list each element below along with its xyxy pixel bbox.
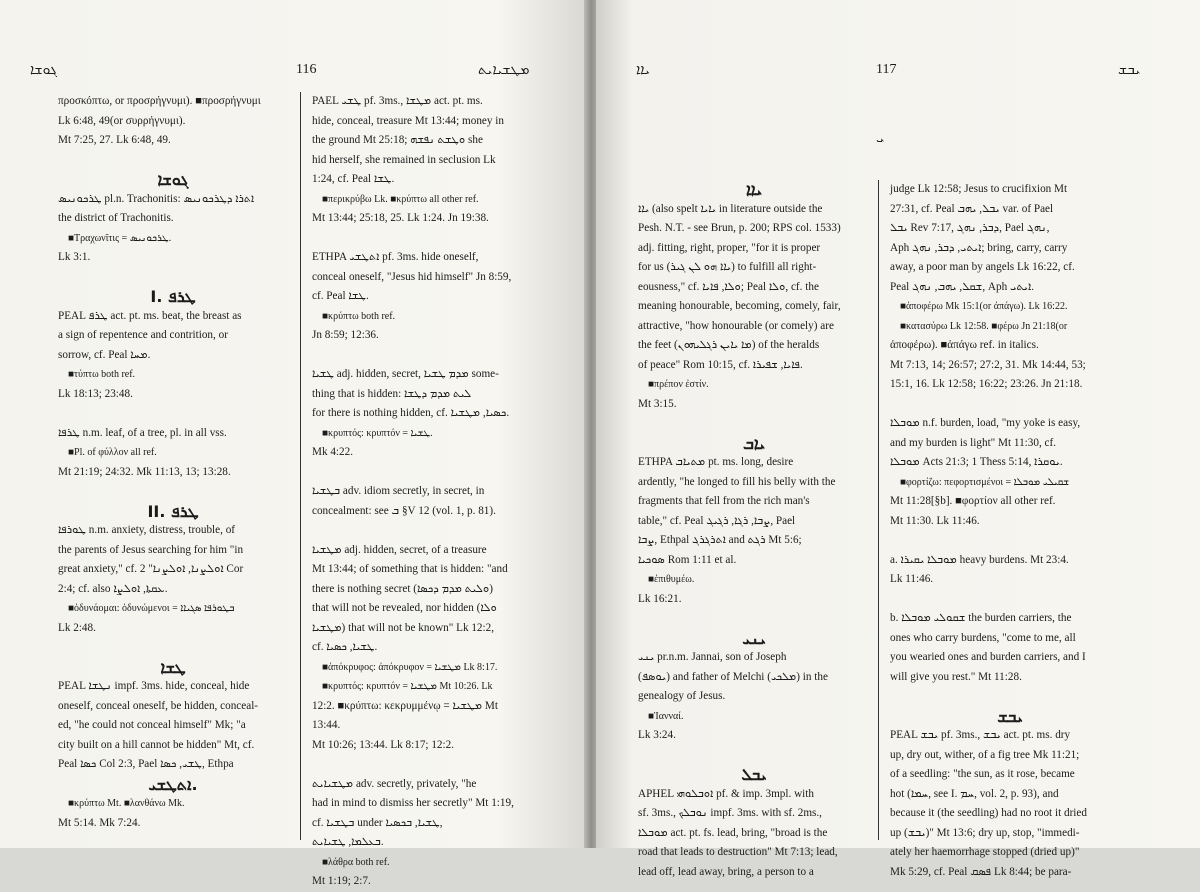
entry-line: Pesh. N.T. - see Brun, p. 200; RPS col. 1533)	[638, 222, 841, 234]
entry-line: the district of Trachonitis.	[58, 212, 174, 224]
entry-line: Mk 4:22.	[312, 446, 354, 458]
entry-line: concealment: see ܒ §V 12 (vol. 1, p. 81).	[312, 504, 496, 517]
greek-equivalent: ■τύπτω both ref.	[68, 369, 136, 380]
spacer	[312, 463, 548, 483]
entry-line: a. ܡܘܒܠܐ ܝܩܝܪܐ heavy burdens. Mt 23:4.	[890, 553, 1069, 566]
entry-line: ܣܘܟܝܐ Rom 1:11 et al.	[638, 553, 737, 566]
entry-line: of a seedling: "the sun, as it rose, became	[890, 768, 1075, 780]
entry-line: you wearied ones and burden carriers, and I	[890, 651, 1086, 663]
entry-line: PEAL ܢܛܫܐ impf. 3ms. hide, conceal, hide	[58, 680, 250, 692]
entry-line: ܡܘܒܠܐ n.f. burden, load, "my yoke is easy,	[890, 417, 1081, 429]
entry-line: and my burden is light" Mt 11:30, cf.	[890, 436, 1057, 449]
entry-line: ܡܛܫܝܐ adj. hidden, secret, of a treasure	[312, 543, 487, 556]
greek-equivalent: ■κατασύρω Lk 12:58. ■φέρω Jn 21:18(or	[900, 320, 1068, 332]
entry-line: ETHPA ܐܬܛܫܝ pf. 3ms. hide oneself,	[312, 251, 479, 263]
entry-line: Lk 3:1.	[58, 251, 91, 263]
entry-line: for us (ܝܐܐ ܗܘ ܠܢ ܓܝܪ) to fulfill all right-	[638, 261, 817, 273]
entry-line: PEAL ܛܪܦ act. pt. ms. beat, the breast as	[58, 309, 242, 322]
spacer	[312, 521, 548, 541]
entry-line: lead off, lead away, bring, a person to a	[638, 865, 814, 878]
entry-line: 12:2. ■κρύπτω: κεκρυμμένῳ = ܡܛܫܝܐ Mt	[312, 699, 498, 712]
entry-line: ones who carry burdens, "come to me, all	[890, 631, 1076, 644]
root-heading: ܛܫܐ	[160, 657, 186, 677]
entry-line: προσκόπτω, or προσρήγνυμι). ■προσρήγνυμι	[58, 95, 261, 107]
right-column-2	[890, 180, 1130, 882]
section-letter: ܝ	[876, 130, 885, 146]
entry-line: Jn 8:59; 12:36.	[312, 329, 379, 341]
left-column-1	[58, 92, 288, 833]
entry-line: ately her haemorrhage stopped (dried up)"	[890, 846, 1080, 858]
root-heading: ܝܐܒ	[742, 433, 766, 453]
entry-line: Mk 5:29, cf. Peal ܦܣܩ Lk 8:44; be para-	[890, 865, 1072, 878]
entry-line: sorrow, cf. Peal ܡܚܐ.	[58, 348, 151, 361]
entry-line: ܒܥܠܡܐ, ܛܫܝܐܝܬ.	[312, 836, 384, 848]
entry-line: PEAL ܝܒܫ pf. 3ms., ܝܒܫ act. pt. ms. dry	[890, 729, 1071, 741]
greek-equivalent: ■λάθρα both ref.	[322, 856, 390, 868]
entry-line: Peal ܫܩܠ, ܝܗܒ, ܢܗܓ, Aph ܐܝܬܝ.	[890, 280, 1035, 293]
entry-line: b. ܫܩܘܠܝ ܡܘܒܠܐ the burden carriers, the	[890, 612, 1072, 624]
entry-line: genealogy of Jesus.	[638, 690, 726, 702]
entry-line: conceal oneself, "Jesus hid himself" Jn 8:59,	[312, 270, 512, 283]
spacer	[312, 346, 548, 366]
greek-equivalent: ■πρέπον ἐστίν.	[648, 379, 709, 390]
entry-line: Lk 6:48, 49(or συρρήγνυμι).	[58, 114, 186, 127]
entry-line: 27:31, cf. Peal ܝܒܠ, ܝܗܒ var. of Pael	[890, 202, 1054, 215]
entry-line: a sign of repentence and contrition, or	[58, 329, 228, 341]
entry-line: Mt 13:44; 25:18, 25. Lk 1:24. Jn 19:38.	[312, 212, 489, 224]
entry-line: ETHPA ܡܬܝܐܒ pt. ms. long, desire	[638, 456, 794, 468]
entry-line: road that leads to destruction" Mt 7:13; lead,	[638, 846, 838, 858]
left-running-head-right: ܡܛܫܝܐܝܬ	[478, 62, 530, 78]
entry-line: cf. Peal ܛܫܐ.	[312, 290, 369, 302]
entry-line: ardently, "he longed to fill his belly with the	[638, 475, 836, 488]
entry-line: 2:4; cf. also ܥܩܬܐ, ܐܘܠܨܐ.	[58, 582, 168, 595]
entry-line: ܛܘܪܦܐ n.m. anxiety, distress, trouble, of	[58, 524, 236, 536]
spacer	[58, 638, 288, 658]
right-running-head-right: ܝܒܫ	[1118, 62, 1141, 78]
greek-equivalent: ■Τραχωνῖτις = ܛܪܟܘܢܝܣ.	[68, 232, 172, 244]
entry-line: up (ܝܒܫ)" Mt 13:6; dry up, stop, "immedi-	[890, 826, 1080, 839]
entry-line: Mt 7:13, 14; 26:57; 27:2, 31. Mk 14:44, 53;	[890, 358, 1086, 371]
entry-line: there is nothing secret (ܘܠܝܬ ܡܕܡ ܕܟܣܐ)	[312, 582, 494, 595]
entry-line: because it (the seedling) had no root it dried	[890, 807, 1087, 819]
root-heading: II. ܛܪܦ	[147, 501, 199, 521]
spacer	[890, 531, 1130, 551]
entry-line: that will not be revealed, nor hidden (ܘܠܐ	[312, 602, 497, 614]
root-heading: ܝܐܐ	[745, 180, 762, 199]
left-column-2	[312, 92, 548, 892]
root-heading: ܝܒܠ	[741, 765, 767, 784]
entry-line: the ground Mt 25:18; ܘܛܫܬ ܢܦܫܗ she	[312, 134, 483, 146]
entry-line: Lk 11:46.	[890, 573, 934, 585]
spacer	[890, 395, 1130, 415]
entry-line: Lk 16:21.	[638, 592, 682, 605]
entry-line: city built on a hill cannot be hidden" Mt, cf.	[58, 738, 255, 751]
entry-line: ܝܒܠ Rev 7:17, ܕܒܪ, ܢܗܓ, Pael ܢܗܓ,	[890, 222, 1050, 234]
greek-equivalent: ■κρυπτός: κρυπτόν = ܛܫܝܐ.	[322, 427, 433, 439]
entry-line: away, a poor man by angels Lk 16:22, cf.	[890, 261, 1075, 273]
spacer	[638, 746, 870, 766]
entry-line: eousness," cf. ܘܠܐ, ܦܐܝܐ; Peal ܘܠܐ, cf. the	[638, 280, 819, 293]
spacer	[890, 687, 1130, 707]
entry-line: ἀποφέρω). ■ἀπάγω ref. in italics.	[890, 339, 1039, 351]
greek-equivalent: ■ἐπιθυμέω.	[648, 574, 695, 585]
entry-line: table," cf. Peal ܨܒܐ, ܪܓܐ, ܪܓܝܓ, Pael	[638, 514, 796, 527]
entry-line: hid herself, she remained in seclusion Lk	[312, 153, 496, 166]
entry-line: Mt 7:25, 27. Lk 6:48, 49.	[58, 134, 171, 146]
entry-line: meaning honourable, becoming, comely, fair,	[638, 300, 841, 312]
entry-line: great anxiety," cf. ܐܘܠܨܢܐ, ܐܘܠܨܢܐ" 2 Cor	[58, 563, 244, 575]
right-page	[596, 0, 1200, 878]
entry-line: 1:24, cf. Peal ܛܫܐ.	[312, 173, 395, 185]
entry-line: Mt 10:26; 13:44. Lk 8:17; 12:2.	[312, 738, 455, 751]
entry-line: hot (ܚܡܐ, see I. ܚܡ, vol. 2, p. 93), and	[890, 787, 1059, 800]
entry-line: Mt 13:44; of something that is hidden: "and	[312, 563, 508, 575]
root-heading: ܝܢܝ	[742, 628, 766, 648]
right-column-1	[638, 180, 870, 882]
entry-line: ܛܫܝܐ adj. hidden, secret, ܡܕܡ ܛܫܝܐ some-	[312, 368, 499, 380]
entry-line: cf. ܛܫܝܐ, ܟܣܝܐ.	[312, 641, 378, 653]
entry-line: the feet (ܡܐ ܝܐܝܢ ܪܓܠܝܗܘܢ) of the heralds	[638, 339, 820, 351]
root-heading: ܝܒܫ	[997, 706, 1023, 726]
entry-line: sf. 3ms., ܢܘܒܠܟ impf. 3ms. with sf. 2ms.,	[638, 807, 822, 819]
entry-line: 15:1, 16. Lk 12:58; 16:22; 23:26. Jn 21:18.	[890, 378, 1083, 390]
greek-equivalent: ■ἀποφέρω Mk 15:1(or ἀπάγω). Lk 16:22.	[900, 301, 1068, 312]
greek-equivalent: ■κρύπτω both ref.	[322, 310, 396, 322]
entry-line: attractive, "how honourable (or comely) are	[638, 319, 834, 332]
entry-line: hide, conceal, treasure Mt 13:44; money in	[312, 114, 504, 127]
entry-line: Mt 21:19; 24:32. Mk 11:13, 13; 13:28.	[58, 465, 231, 478]
entry-line: ܛܪܦܐ n.m. leaf, of a tree, pl. in all vss.	[58, 426, 227, 439]
greek-equivalent: ■κρύπτω Mt. ■λανθάνω Mk.	[68, 798, 185, 809]
spacer	[58, 151, 288, 171]
entry-line: ܡܘܒܠܐ act. pt. fs. lead, bring, "broad is the	[638, 826, 828, 839]
entry-line: of peace" Rom 10:15, cf. ܦܐܝܐ, ܫܦܝܪܐ.	[638, 358, 803, 371]
entry-line: adj. fitting, right, proper, "for it is proper	[638, 241, 821, 254]
left-page-number: 116	[296, 62, 317, 77]
root-heading: ܓܘܫܐ	[157, 170, 189, 189]
entry-line: Mt 3:15.	[638, 397, 677, 410]
entry-line: up, dry out, wither, of a fig tree Mk 11:21;	[890, 748, 1080, 761]
entry-line: APHEL ܐܘܒܠܘܗܝ pf. & imp. 3mpl. with	[638, 787, 814, 800]
entry-line: ܝܐܐ (also spelt ܝܐܝܐ in literature outside the	[638, 202, 823, 215]
entry-line: ܛܪܟܘܢܝܣ pl.n. Trachonitis: ܐܬܪܐ ܕܛܪܟܘܢܝܣ	[58, 192, 255, 205]
spacer	[312, 229, 548, 249]
entry-line: had in mind to dismiss her secretly" Mt 1:19,	[312, 797, 514, 809]
root-heading: ܐܬܛܫܝ.	[148, 774, 198, 794]
entry-line: (ܝܘܣܦ) and father of Melchi (ܡܠܟܝ) in the	[638, 670, 828, 683]
entry-line: thing that is hidden: ܠܝܬ ܡܕܡ ܕܛܫܐ	[312, 387, 472, 400]
root-heading: I. ܛܪܦ	[150, 287, 196, 306]
entry-line: ܝܢܝ pr.n.m. Jannai, son of Joseph	[638, 651, 787, 663]
entry-line: ܡܛܫܝܐ) that will not be known" Lk 12:2,	[312, 621, 495, 634]
entry-line: Mt 1:19; 2:7.	[312, 875, 371, 887]
greek-equivalent: ■ἀπόκρυφος: ἀπόκρυφον = ܡܛܫܝܐ Lk 8:17.	[322, 661, 498, 673]
column-divider	[878, 180, 879, 840]
spacer	[58, 404, 288, 424]
entry-line: Lk 2:48.	[58, 621, 96, 634]
entry-line: ܒܛܫܝܐ adv. idiom secretly, in secret, in	[312, 485, 485, 497]
entry-line: Mt 11:30. Lk 11:46.	[890, 514, 980, 527]
spacer	[58, 268, 288, 288]
entry-line: cf. ܒܛܫܝܐ under ܛܫܝܐ, ܒܟܣܝܐ,	[312, 816, 443, 829]
spacer	[638, 414, 870, 434]
greek-equivalent: ■Ἰανναί.	[648, 710, 684, 722]
entry-line: Peal ܟܣܐ Col 2:3, Pael ܛܫܝ, ܟܣܐ, Ethpa	[58, 758, 234, 770]
entry-line: ed, "he could not conceal himself" Mk; "a	[58, 719, 246, 731]
left-page	[0, 0, 588, 887]
greek-equivalent: ■φορτίζω: πεφορτισμένοι = ܫܩܝܠܝ ܡܘܒܠܐ	[900, 476, 1070, 488]
greek-equivalent: ■κρυπτός: κρυπτόν = ܡܛܫܝܐ Mt 10:26. Lk	[322, 681, 493, 692]
greek-equivalent: ■περικρύβω Lk. ■κρύπτω all other ref.	[322, 193, 479, 205]
entry-line: 13:44.	[312, 719, 341, 731]
right-page-number: 117	[876, 62, 897, 77]
spacer	[58, 482, 288, 502]
entry-line: oneself, conceal oneself, be hidden, conceal-	[58, 699, 259, 712]
entry-line: will give you rest." Mt 11:28.	[890, 670, 1022, 683]
entry-line: ܡܘܒܠܐ Acts 21:3; 1 Thess 5:14, ܝܘܩܪܐ.	[890, 456, 1063, 468]
entry-line: the parents of Jesus searching for him "in	[58, 543, 244, 556]
entry-line: for there is nothing hidden, cf. ܟܣܝܐ, ܡܛܫܝܐ.	[312, 407, 510, 419]
entry-line: ܡܛܫܝܐܝܬ adv. secretly, privately, "he	[312, 777, 477, 790]
entry-line: Aph ܐܝܬܝ, ܕܒܪ, ܢܗܓ; bring, carry, carry	[890, 241, 1068, 254]
entry-line: Lk 3:24.	[638, 729, 676, 741]
entry-line: judge Lk 12:58; Jesus to crucifixion Mt	[890, 183, 1068, 195]
right-running-head: ܝܐܐ	[636, 62, 650, 78]
entry-line: Mt 5:14. Mk 7:24.	[58, 816, 141, 829]
greek-equivalent: ■Pl. of φύλλον all ref.	[68, 447, 157, 458]
spacer	[312, 755, 548, 775]
left-running-head: ܓܘܫܐ	[30, 62, 58, 78]
entry-line: Mt 11:28[§b]. ■φορτίον all other ref.	[890, 495, 1056, 507]
greek-equivalent: ■ὀδυνάομαι: ὀδυνώμενοι = ܒܛܘܪܦܐ ܣܓܝܐܐ	[68, 603, 235, 614]
entry-line: fragments that fell from the rich man's	[638, 495, 810, 507]
spacer	[638, 609, 870, 629]
entry-line: PAEL ܛܫܝ pf. 3ms., ܡܛܫܐ act. pt. ms.	[312, 95, 483, 107]
column-divider	[300, 92, 301, 840]
entry-line: ܨܒܐ, Ethpal ܐܬܪܓܪܓ and ܪܓܬ Mt 5:6;	[638, 534, 802, 546]
spacer	[890, 590, 1130, 610]
entry-line: Lk 18:13; 23:48.	[58, 387, 133, 400]
